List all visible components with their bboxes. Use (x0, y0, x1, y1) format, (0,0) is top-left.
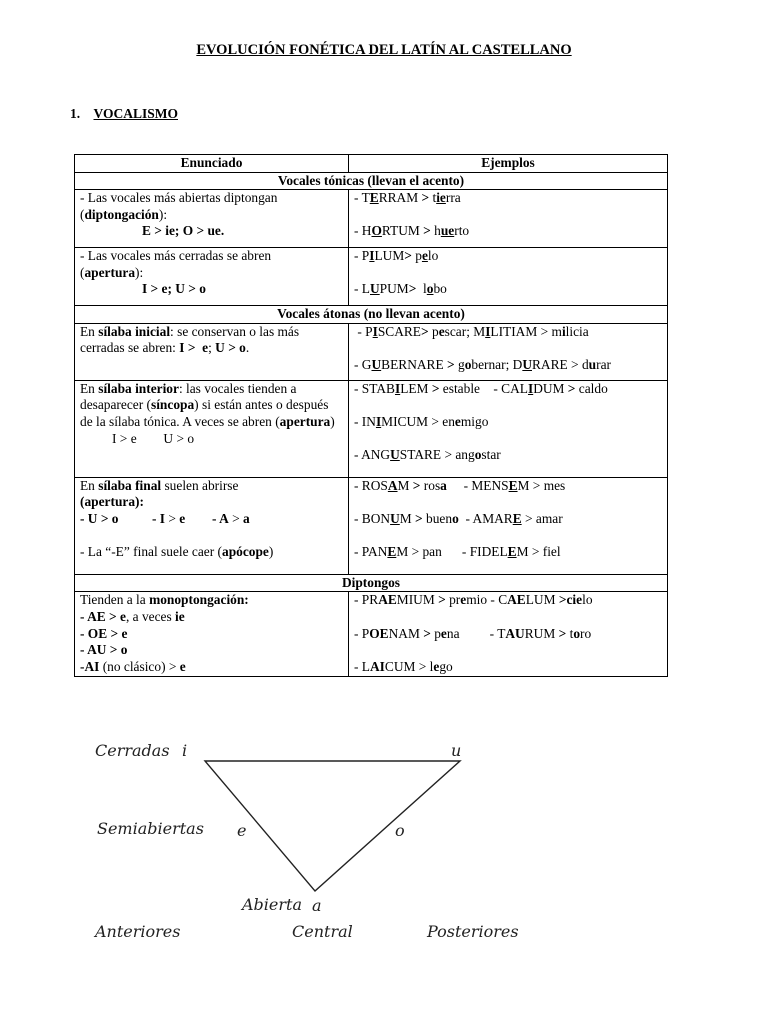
rule-formula: - AU > o (80, 642, 128, 658)
rule-term: (apertura): (80, 494, 144, 510)
vowel-triangle-diagram (90, 735, 520, 955)
vowel-o: o (395, 821, 405, 840)
ejemplos-cell (349, 477, 668, 574)
rule-formula: - AE > e, a veces ie (80, 608, 185, 624)
rule-text: - Las vocales más cerradas se abren (80, 248, 272, 264)
example: - POENAM > pena - TAURUM > toro (354, 625, 592, 641)
label-central: Central (292, 922, 353, 941)
table-row (75, 477, 668, 574)
section-number: 1. (70, 106, 81, 121)
label-cerradas: Cerradas (95, 741, 170, 760)
example: - STABILEM > estable - CALIDUM > caldo (354, 380, 608, 396)
table-row (75, 323, 668, 380)
example: - LUPUM> lobo (354, 281, 447, 297)
rule-formula: I > e U > o (112, 430, 195, 446)
ejemplos-cell (349, 592, 668, 677)
enunciado-cell (75, 592, 349, 677)
ejemplos-cell (349, 323, 668, 380)
header-enunciado: Enunciado (75, 155, 349, 173)
ejemplos-cell (349, 248, 668, 306)
group-row-atonas (75, 306, 668, 324)
rule-term: sílaba inicial (98, 323, 171, 339)
vowel-i: i (182, 741, 188, 760)
table-row (75, 592, 668, 677)
document-title: EVOLUCIÓN FONÉTICA DEL LATÍN AL CASTELLANO (196, 42, 572, 58)
table-row (75, 190, 668, 248)
example: - BONUM > bueno - AMARE > amar (354, 510, 563, 526)
header-ejemplos: Ejemplos (349, 155, 668, 173)
section-label: VOCALISMO (93, 106, 178, 121)
example: - TERRAM > tierra (354, 190, 461, 206)
rule-term-line: (apertura): (80, 264, 144, 280)
label-posteriores: Posteriores (427, 922, 519, 941)
table-header-row (75, 155, 668, 173)
rule-text: En sílaba interior: las vocales tienden a desaparecer (síncopa) si están antes o después de la sílaba tónica. A veces se abren (apertura) (80, 380, 335, 429)
example: - PRAEMIUM > premio - CAELUM >cielo (354, 592, 593, 608)
table-row (75, 380, 668, 477)
vowel-a: a (312, 896, 322, 915)
enunciado-cell (75, 248, 349, 306)
rule-formula: I > e; U > o (142, 281, 206, 297)
rule-text: Tienden a la monoptongación: (80, 592, 249, 608)
enunciado-cell: En sílaba inicial: se conservan o las más cerradas se abren: I > e; U > o. (75, 323, 349, 380)
rule-formula: - OE > e (80, 625, 128, 641)
group-row-tonicas (75, 172, 668, 190)
enunciado-cell (75, 477, 349, 574)
label-semiabiertas: Semiabiertas (97, 819, 204, 838)
example: - HORTUM > huerto (354, 223, 470, 239)
rule-term: apertura (84, 264, 136, 280)
rule-formula: - U > o - I > e - A > a (80, 510, 250, 526)
rule-term: diptongación (84, 206, 159, 222)
group-atonas: Vocales átonas (no llevan acento) (75, 306, 668, 324)
rule-text: - Las vocales más abiertas diptongan (80, 190, 278, 206)
example: - ANGUSTARE > angostar (354, 447, 501, 463)
group-diptongos: Diptongos (75, 574, 668, 592)
rule-text: En sílaba final suelen abrirse (80, 477, 239, 493)
group-row-diptongos (75, 574, 668, 592)
ejemplos-cell (349, 190, 668, 248)
rule-text: - La “-E” final suele caer (apócope) (80, 544, 274, 560)
example: - PISCARE> pescar; MILITIAM > milicia (354, 323, 589, 339)
example: - INIMICUM > enemigo (354, 413, 489, 429)
example: - PILUM> pelo (354, 248, 439, 264)
example: - PANEM > pan - FIDELEM > fiel (354, 544, 561, 560)
rule-formula: -AI (no clásico) > e (80, 658, 186, 674)
label-anteriores: Anteriores (95, 922, 181, 941)
enunciado-cell (75, 190, 349, 248)
vocalismo-table (74, 154, 668, 677)
section-heading (70, 106, 178, 122)
vowel-u: u (451, 741, 462, 760)
group-tonicas: Vocales tónicas (llevan el acento) (75, 172, 668, 190)
rule-formula: E > ie; O > ue. (142, 223, 225, 239)
label-abierta: Abierta (242, 895, 302, 914)
rule-term-line: (diptongación): (80, 206, 168, 222)
ejemplos-cell (349, 380, 668, 477)
example: - GUBERNARE > gobernar; DURARE > durar (354, 356, 611, 372)
table-row (75, 248, 668, 306)
example: - ROSAM > rosa - MENSEM > mes (354, 477, 566, 493)
vowel-e: e (237, 821, 247, 840)
example: - LAICUM > lego (354, 658, 453, 674)
enunciado-cell (75, 380, 349, 477)
